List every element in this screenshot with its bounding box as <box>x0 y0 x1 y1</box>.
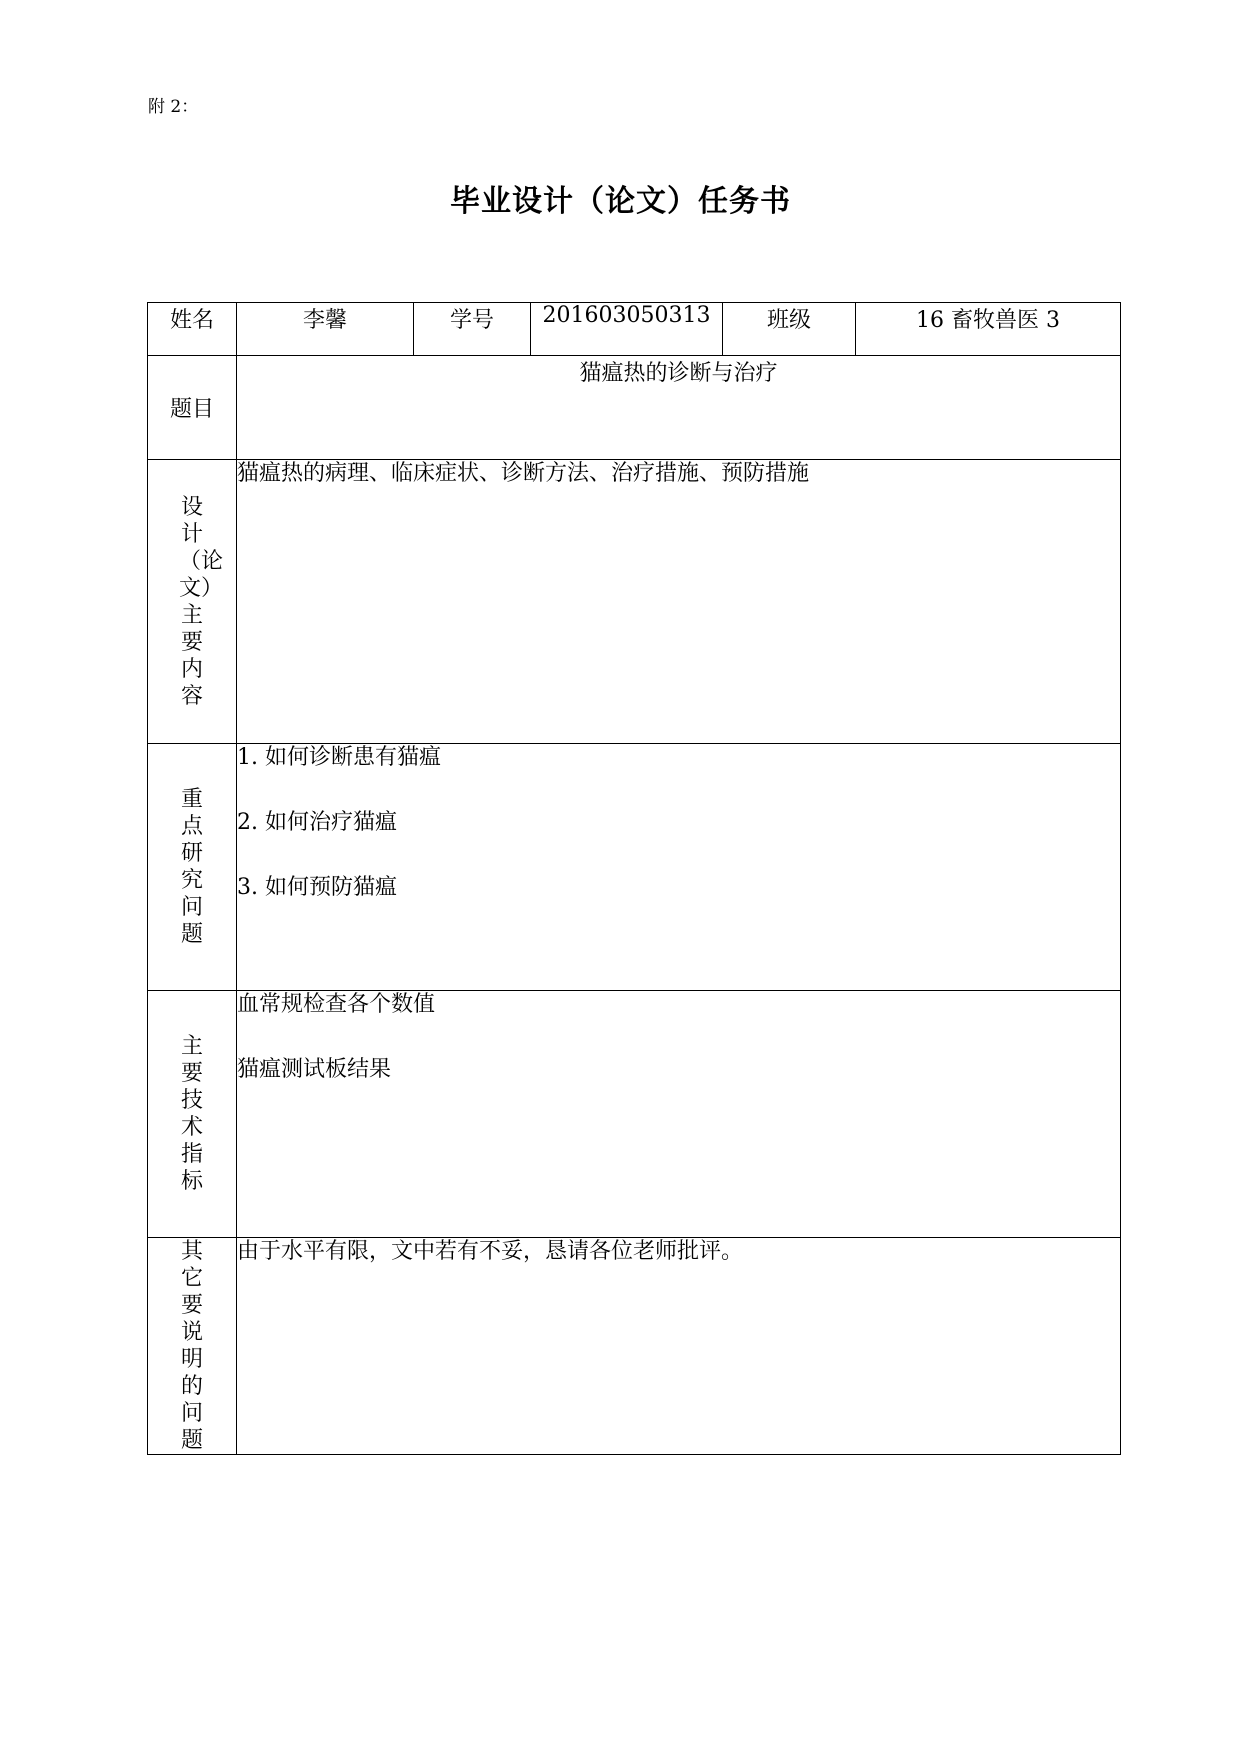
student-info-row <box>148 303 1121 356</box>
key-issue-item: 2. 如何治疗猫瘟 <box>237 810 397 835</box>
other-notes-text: 由于水平有限，文中若有不妥，恳请各位老师批评。 <box>237 1238 1121 1455</box>
indicator-item: 猫瘟测试板结果 <box>237 1057 392 1082</box>
student-id-value: 201603050313 <box>531 303 723 356</box>
topic-value: 猫瘟热的诊断与治疗 <box>237 356 1121 460</box>
technical-indicators-list <box>237 991 1121 1238</box>
task-form-table <box>147 302 1121 1455</box>
other-notes-label: 其它要说明的问题 <box>148 1238 237 1455</box>
name-value: 李馨 <box>237 303 414 356</box>
attachment-label: 附 2： <box>148 97 199 117</box>
main-content-text: 猫瘟热的病理、临床症状、诊断方法、治疗措施、预防措施 <box>237 460 1121 744</box>
key-issue-item: 3. 如何预防猫瘟 <box>237 875 397 900</box>
key-issues-label: 重点研究问题 <box>148 744 237 991</box>
key-issues-row <box>148 744 1121 991</box>
technical-indicators-label: 主要技术指标 <box>148 991 237 1238</box>
class-value: 16 畜牧兽医 3 <box>856 303 1121 356</box>
page-title: 毕业设计（论文）任务书 <box>450 184 791 219</box>
topic-label: 题目 <box>148 356 237 460</box>
class-label: 班级 <box>723 303 856 356</box>
key-issues-list <box>237 744 1121 991</box>
key-issue-item: 1. 如何诊断患有猫瘟 <box>237 745 441 770</box>
indicator-item: 血常规检查各个数值 <box>237 992 436 1017</box>
student-id-label: 学号 <box>414 303 531 356</box>
topic-row <box>148 356 1121 460</box>
main-content-label: 设计（论文）主要内容 <box>148 460 237 744</box>
other-notes-row <box>148 1238 1121 1455</box>
main-content-row <box>148 460 1121 744</box>
name-label: 姓名 <box>148 303 237 356</box>
technical-indicators-row <box>148 991 1121 1238</box>
